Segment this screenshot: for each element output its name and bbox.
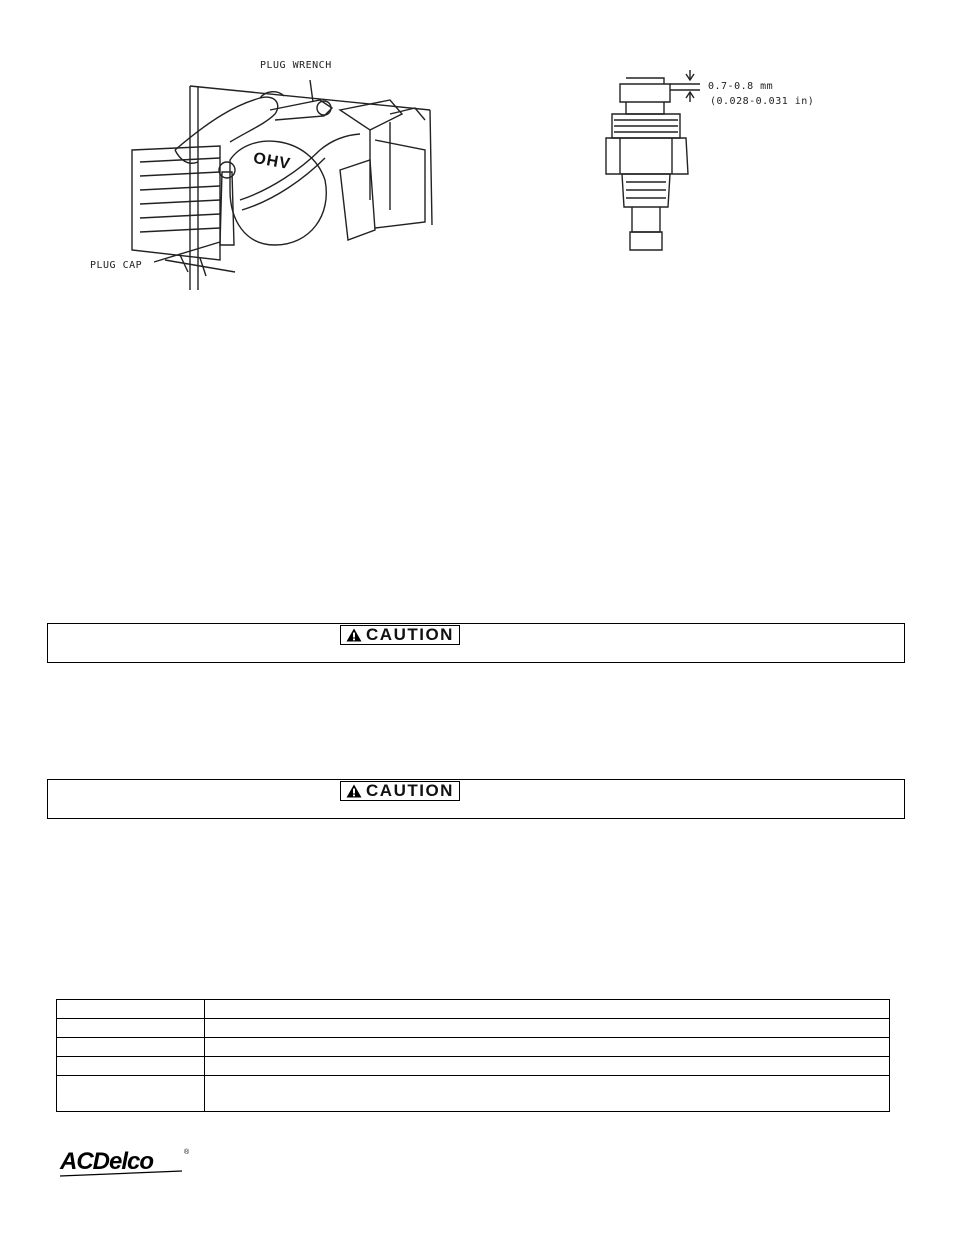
- spark-plug-removal-illustration: [70, 50, 460, 290]
- spark-plug-gap-diagram: [590, 62, 820, 267]
- warning-triangle-icon: [346, 784, 362, 798]
- table-cell: [57, 1019, 205, 1038]
- svg-text:®: ®: [184, 1149, 190, 1156]
- gap-imperial-callout: (0.028-0.031 in): [710, 96, 815, 107]
- table-cell: [205, 1019, 890, 1038]
- caution-box-1: [47, 623, 905, 663]
- table-row: [57, 1019, 890, 1038]
- table-row: [57, 1038, 890, 1057]
- table-cell: [57, 1038, 205, 1057]
- caution-badge-1: [340, 625, 460, 645]
- table-cell: [205, 1038, 890, 1057]
- table-cell: [57, 1076, 205, 1112]
- svg-text:ACDelco: ACDelco: [60, 1148, 154, 1175]
- caution-badge-2: [340, 781, 460, 801]
- table-cell: [205, 1057, 890, 1076]
- spark-plug-drawing: [590, 62, 820, 267]
- table-row: [57, 1000, 890, 1019]
- warning-triangle-icon: [346, 628, 362, 642]
- table-row: [57, 1076, 890, 1112]
- plug-cap-callout: PLUG CAP: [90, 260, 143, 271]
- table-cell: [205, 1000, 890, 1019]
- caution-label-text: CAUTION: [366, 781, 454, 800]
- gap-metric-callout: 0.7-0.8 mm: [708, 81, 774, 92]
- table-cell: [57, 1057, 205, 1076]
- table-cell: [57, 1000, 205, 1019]
- plug-wrench-callout: PLUG WRENCH: [260, 60, 332, 71]
- ohv-badge: OHV: [251, 149, 292, 174]
- table-row: [57, 1057, 890, 1076]
- caution-box-2: [47, 779, 905, 819]
- acdelco-logo-mark: [54, 1145, 194, 1181]
- spec-table: [56, 999, 890, 1112]
- acdelco-logo: [54, 1145, 194, 1181]
- caution-label-text: CAUTION: [366, 625, 454, 644]
- table-cell: [205, 1076, 890, 1112]
